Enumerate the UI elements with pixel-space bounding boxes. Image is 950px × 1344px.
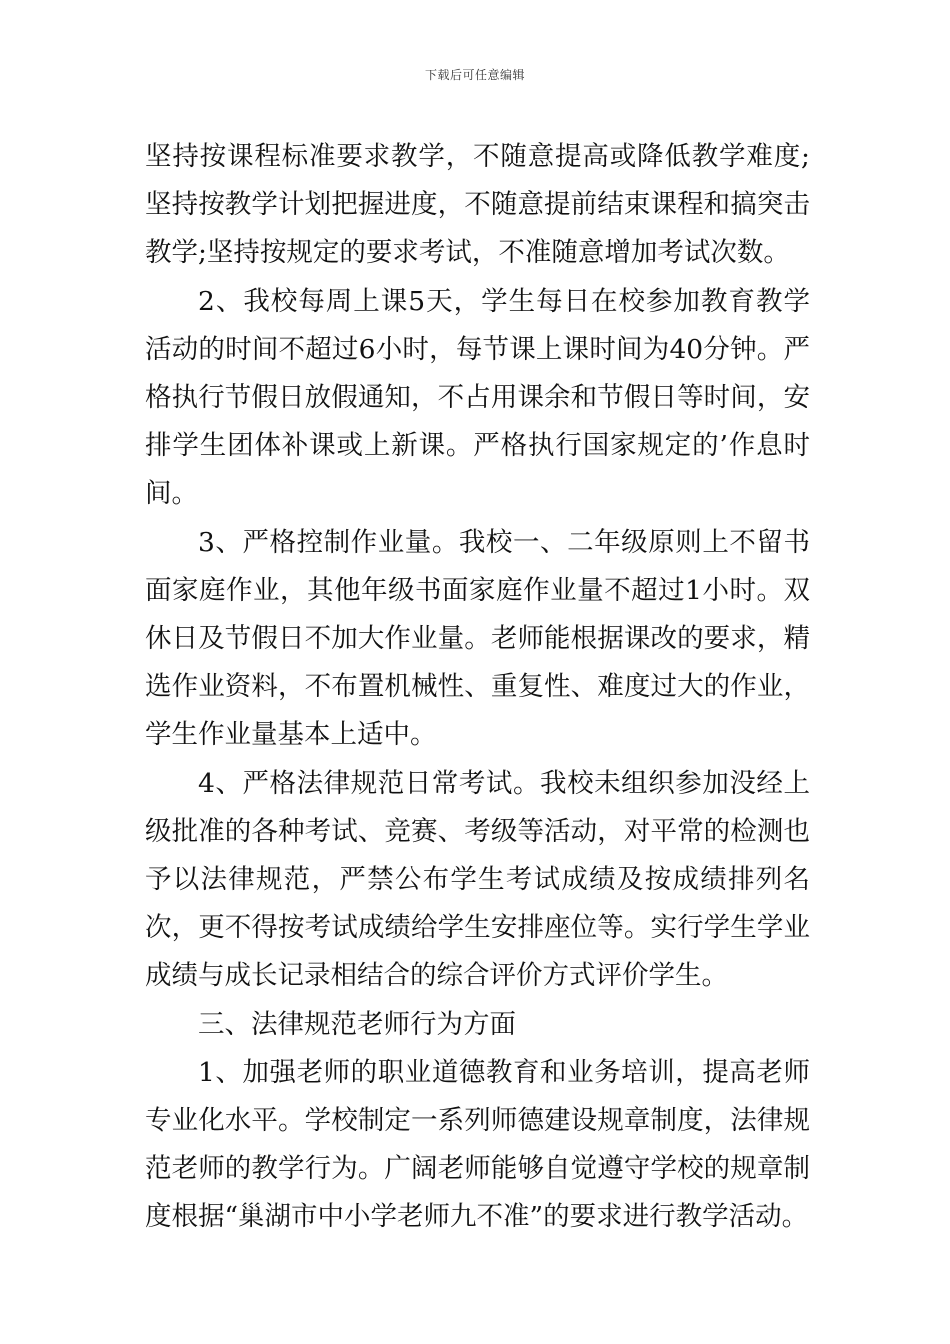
paragraph-5: 1、加强老师的职业道德教育和业务培训，提高老师专业化水平。学校制定一系列师德建设规章制度，法律规范老师的教学行为。广阔老师能够自觉遵守学校的规章制度根据“巢湖市中小学老师九不准”的要求进行教学活动。 (145, 1056, 810, 1233)
paragraph-4: 4、严格法律规范日常考试。我校未组织参加没经上级批准的各种考试、竞赛、考级等活动，对平常的检测也予以法律规范，严禁公布学生考试成绩及按成绩排列名次，更不得按考试成绩给学生安排座位等。实行学生学业成绩与成长记录相结合的综合评价方式评价学生。 (145, 767, 810, 992)
document-body (145, 133, 810, 1242)
paragraph-2: 2、我校每周上课5天，学生每日在校参加教育教学活动的时间不超过6小时，每节课上课时间为40分钟。严格执行节假日放假通知，不占用课余和节假日等时间，安排学生团体补课或上新课。严格执行国家规定的’作息时间。 (145, 285, 810, 510)
paragraph-1: 坚持按课程标准要求教学，不随意提高或降低教学难度;坚持按教学计划把握进度，不随意提前结束课程和搞突击教学;坚持按规定的要求考试，不准随意增加考试次数。 (145, 141, 810, 269)
page-header: 下载后可任意编辑 (424, 68, 525, 82)
section-heading: 三、法律规范老师行为方面 (198, 1008, 516, 1040)
paragraph-3: 3、严格控制作业量。我校一、二年级原则上不留书面家庭作业，其他年级书面家庭作业量不超过1小时。双休日及节假日不加大作业量。老师能根据课改的要求，精选作业资料，不布置机械性、重复性、难度过大的作业，学生作业量基本上适中。 (145, 526, 810, 751)
